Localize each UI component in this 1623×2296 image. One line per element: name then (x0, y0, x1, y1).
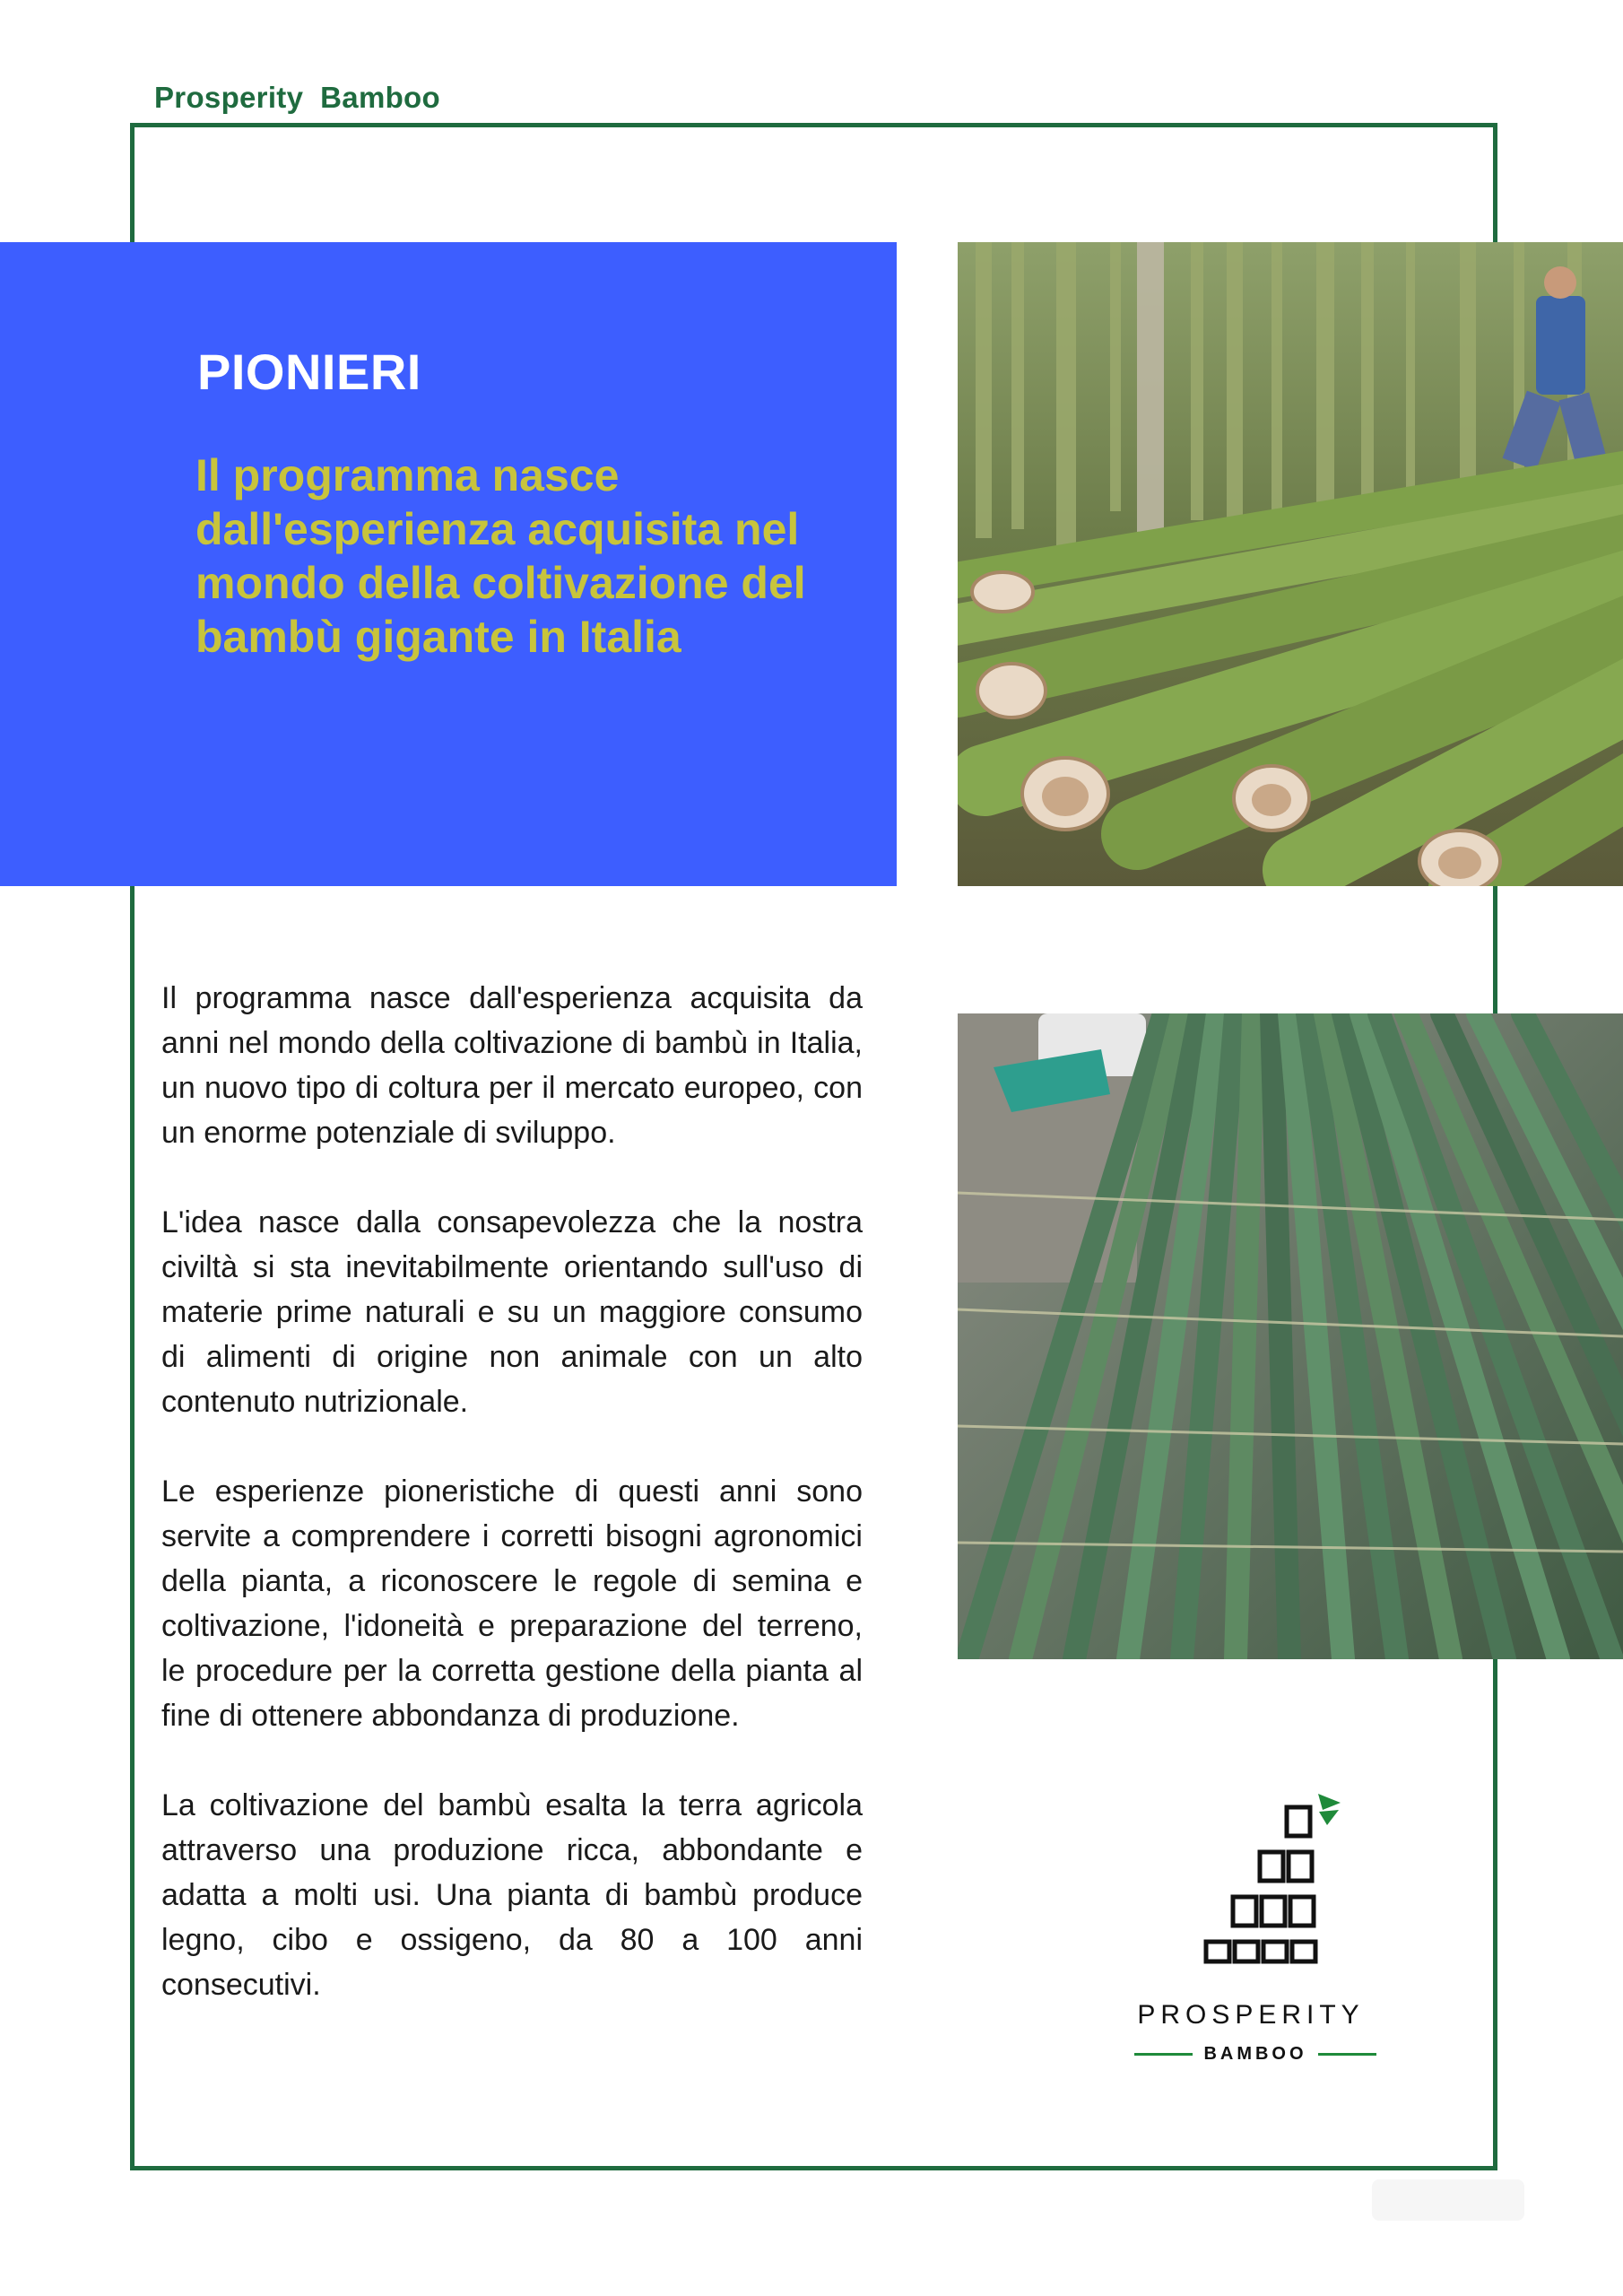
hero-banner (0, 242, 897, 886)
hero-subtitle: Il programma nasce dall'esperienza acquisita nel mondo della coltivazione del bambù gigante in Italia (195, 450, 806, 662)
logo-divider (1134, 2053, 1193, 2056)
bamboo-poles-pile-photo (958, 1013, 1623, 1659)
stacked-squares-logo-icon (1188, 1785, 1341, 1964)
prosperity-bamboo-logo (1116, 1785, 1385, 2072)
logo-divider (1318, 2053, 1376, 2056)
body-paragraph: Le esperienze pioneristiche di questi anni sono servite a comprendere i corretti bisogni agronomici della pianta, a riconoscere le regole di semina e coltivazione, l'idoneità e preparazione del terreno, le procedure per la corretta gestione della pianta al fine di ottenere abbondanza di produzione. (161, 1474, 863, 1733)
brand-header: Prosperity Bamboo (154, 81, 440, 114)
logo-sub-row (1134, 2040, 1376, 2067)
body-paragraph: L'idea nasce dalla consapevolezza che la nostra civiltà si sta inevitabilmente orientando sull'uso di materie prime naturali e su un maggiore consumo di alimenti di origine non animale con un alto contenuto nutrizionale. (161, 1205, 863, 1419)
corner-mark (1372, 2179, 1524, 2221)
body-paragraph: La coltivazione del bambù esalta la terra agricola attraverso una produzione ricca, abbondante e adatta a molti usi. Una pianta di bambù produce legno, cibo e ossigeno, da 80 a 100 anni consecutivi. (161, 1788, 863, 2002)
logo-name: PROSPERITY (1137, 2000, 1365, 2030)
hero-title: PIONIERI (197, 344, 421, 400)
bamboo-forest-logs-photo (958, 242, 1623, 886)
logo-sub: BAMBOO (1203, 2043, 1307, 2064)
body-paragraph: Il programma nasce dall'esperienza acquisita da anni nel mondo della coltivazione di bambù in Italia, un nuovo tipo di coltura per il mercato europeo, con un enorme potenziale di sviluppo. (161, 981, 863, 1150)
body-text (161, 976, 863, 2052)
